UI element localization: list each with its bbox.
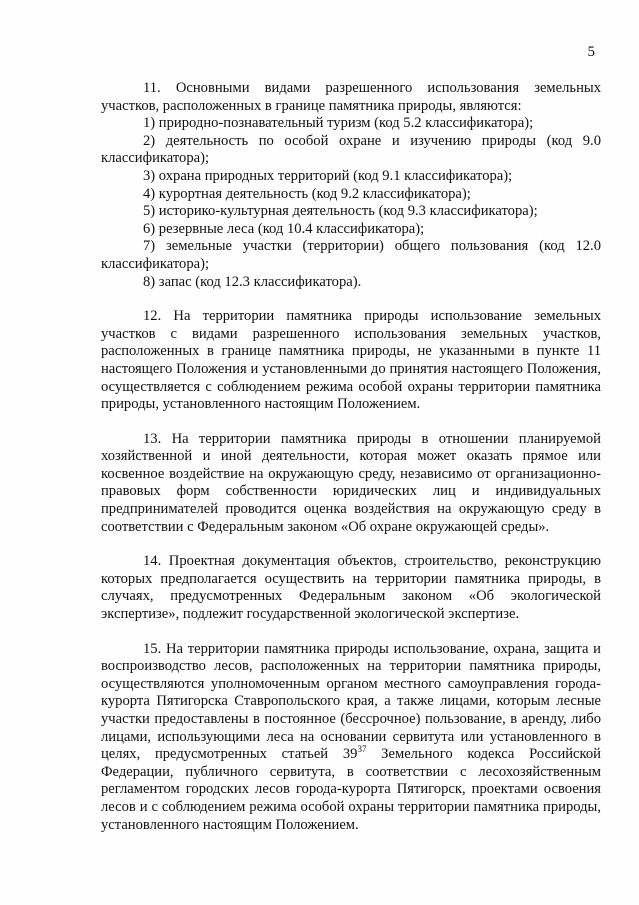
paragraph-spacer: [101, 414, 601, 431]
paragraph-11-intro: 11. Основными видами разрешенного использования земельных участков, расположенных в границе памятника природы, являются:: [101, 80, 601, 114]
list-item-3: 3) охрана природных территорий (код 9.1 классификатора);: [143, 167, 513, 184]
article-superscript: 37: [357, 744, 367, 755]
paragraph-13: 13. На территории памятника природы в отношении планируемой хозяйственной и иной деятельности, которая может оказать прямое или косвенное воздействие на окружающую среду, независимо от организационно-правовых форм собственности юридических лиц и индивидуальных предпринимателей проводится оценка воздействия на окружающую среду в соответствии с Федеральным законом «Об охране окружающей среды».: [101, 430, 601, 535]
list-item-4: 4) курортная деятельность (код 9.2 классификатора);: [143, 185, 471, 202]
page-number: 5: [587, 44, 595, 60]
list-item-2: 2) деятельность по особой охране и изучению природы (код 9.0 классификатора);: [101, 132, 601, 167]
paragraph-spacer: [101, 624, 601, 641]
document-body: [101, 80, 601, 834]
paragraph-spacer: [101, 291, 601, 308]
paragraph-15-part1: 15. На территории памятника природы использование, охрана, защита и воспроизводство лесов, расположенных на территории памятника природы, осуществляются уполномоченным органом местного самоуправления города-курорта Пятигорска Ставропольского края, а также лицами, которым лесные участки предоставлены в постоянное (бессрочное) пользование, в аренду, либо лицами, использующими леса на основании сервитута или установленного в целях, предусмотренных статьей 39: [101, 640, 601, 763]
list-item-8: 8) запас (код 12.3 классификатора).: [143, 273, 362, 290]
list-item-5: 5) историко-культурная деятельность (код 9.3 классификатора);: [143, 203, 538, 220]
list-item-1: 1) природно-познавательный туризм (код 5.2 классификатора);: [143, 115, 534, 132]
paragraph-12: 12. На территории памятника природы использование земельных участков с видами разрешенного использования земельных участков, расположенных в границе памятника природы, не указанными в пункте 11 настоящего Положения и установленными до принятия настоящего Положения, осуществляется с соблюдением режима особой охраны территории памятника природы, установленного настоящим Положением.: [101, 308, 601, 413]
paragraph-15-part2: Земельного кодекса Российской Федерации, публичного сервитута, в соответствии с лесохозяйственным регламентом городских лесов города-курорта Пятигорск, проектами освоения лесов и с соблюдением режима особой охраны территории памятника природы, установленного настоящим Положением.: [101, 746, 601, 833]
paragraph-spacer: [101, 536, 601, 553]
paragraph-15: [101, 641, 601, 835]
paragraph-14: 14. Проектная документация объектов, строительство, реконструкцию которых предполагается осуществить на территории памятника природы, в случаях, предусмотренных Федеральным законом «Об экологической экспертизе», подлежит государственной экологической экспертизе.: [101, 553, 601, 623]
list-item-6: 6) резервные леса (код 10.4 классификатора);: [143, 220, 425, 237]
list-item-7: 7) земельные участки (территории) общего пользования (код 12.0 классификатора);: [101, 238, 601, 272]
